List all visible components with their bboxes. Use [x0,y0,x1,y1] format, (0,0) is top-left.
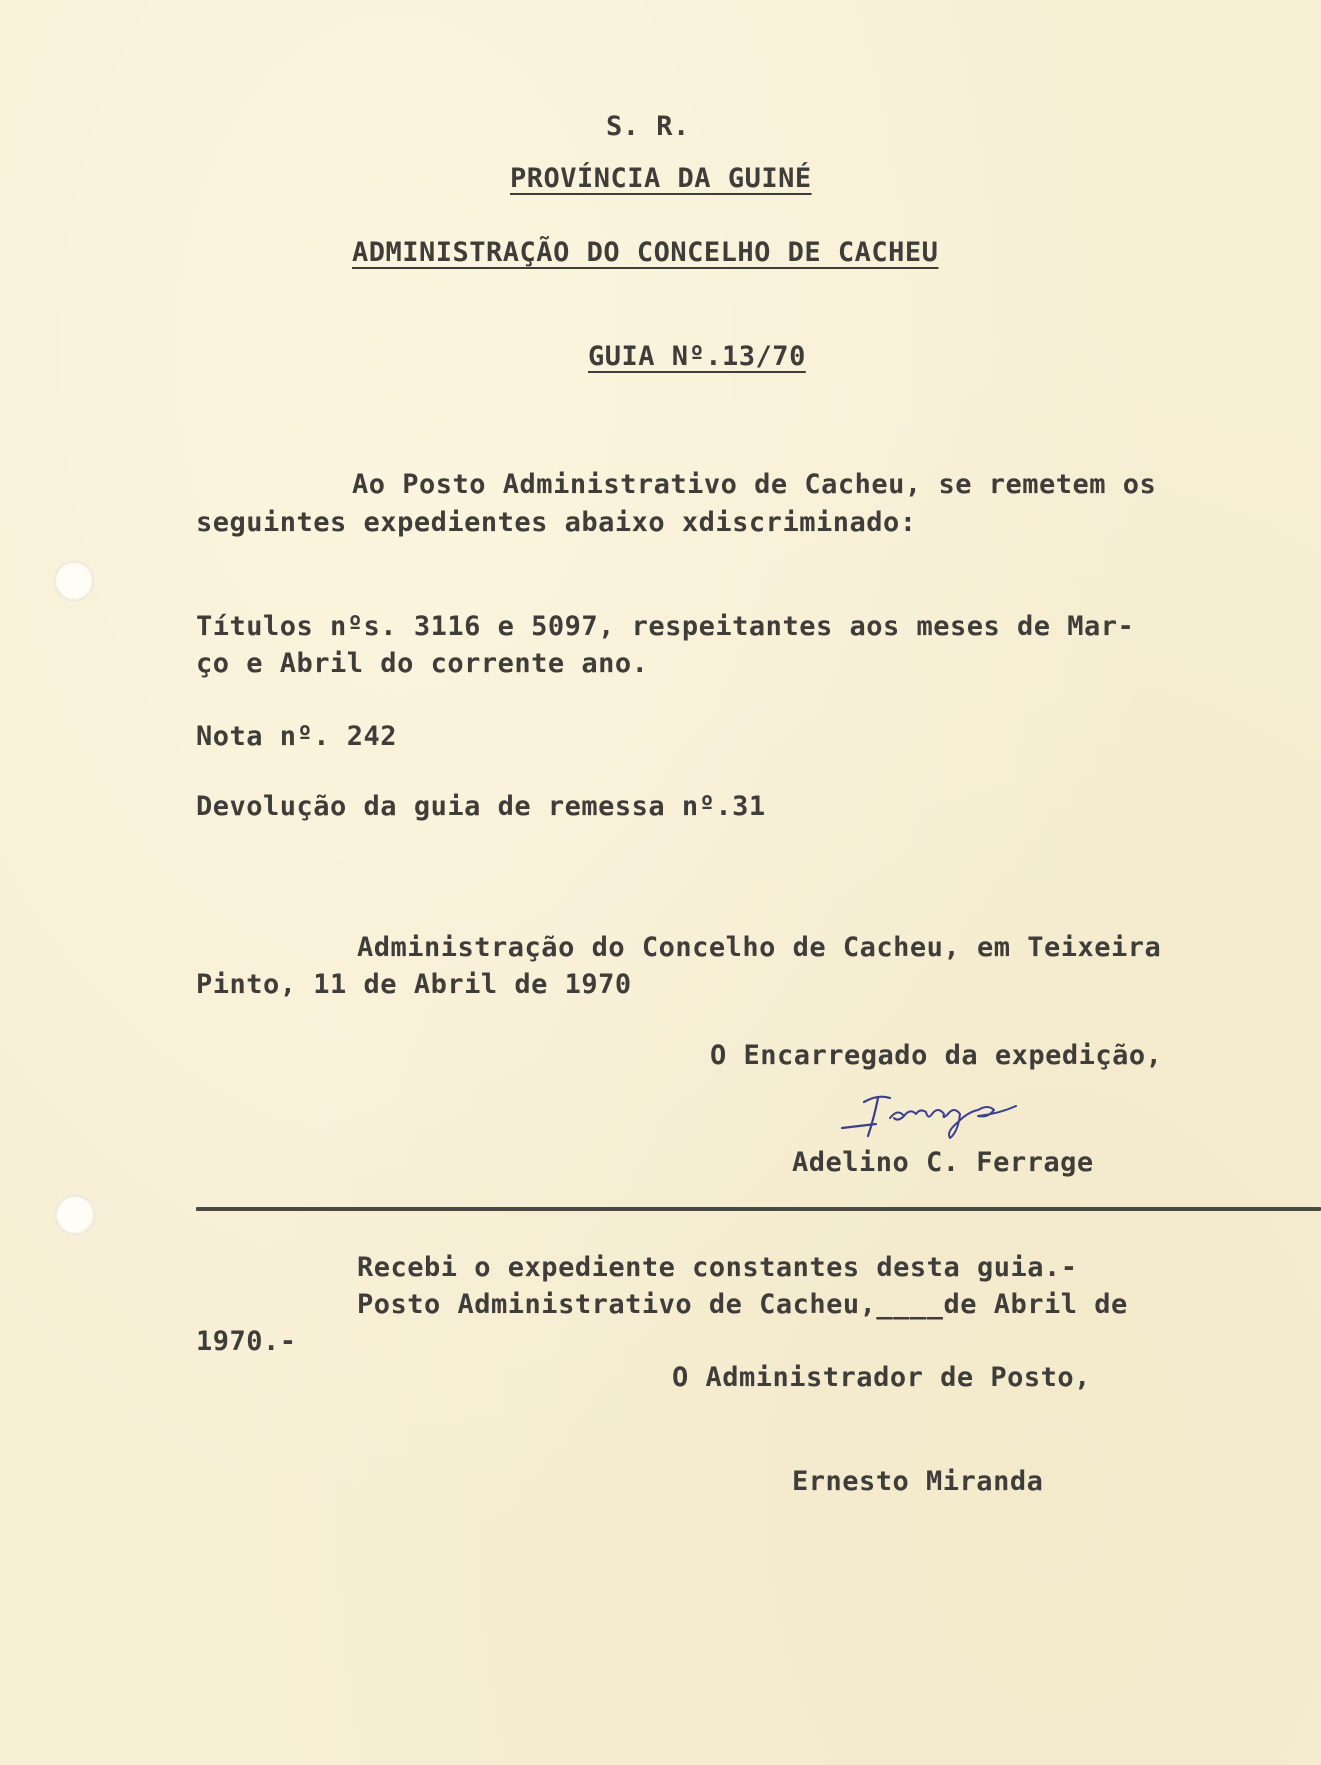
punch-hole-top [54,561,94,601]
item-titles-line-2: ço e Abril do corrente ano. [196,648,649,679]
place-date-line-2: Pinto, 11 de Abril de 1970 [196,969,632,1000]
receipt-line-3: 1970.- [196,1326,297,1357]
item-devolucao: Devolução da guia de remessa nº.31 [196,791,766,822]
intro-line-2: seguintes expedientes abaixo xdiscriminado: [196,507,917,538]
separator-rule [196,1207,1321,1211]
item-nota: Nota nº. 242 [196,721,398,752]
sender-name: Adelino C. Ferrage [792,1147,1094,1178]
punch-hole-bottom [55,1195,95,1235]
item-titles-line-1: Títulos nºs. 3116 e 5097, respeitantes aos meses de Mar- [196,611,1135,642]
administration-title: ADMINISTRAÇÃO DO CONCELHO DE CACHEU [352,237,939,268]
receiver-name: Ernesto Miranda [792,1466,1044,1497]
handwritten-signature [838,1084,1068,1144]
intro-line-1: Ao Posto Administrativo de Cacheu, se remetem os [352,469,1157,500]
guide-number: GUIA Nº.13/70 [588,341,806,372]
header-initials: S. R. [606,111,690,142]
receipt-line-1: Recebi o expediente constantes desta guia.- [357,1252,1078,1283]
sender-title: O Encarregado da expedição, [710,1040,1163,1071]
receipt-line-2: Posto Administrativo de Cacheu,____de Abril de [357,1289,1128,1320]
receiver-title: O Administrador de Posto, [672,1362,1091,1393]
province-title: PROVÍNCIA DA GUINÉ [510,163,812,194]
place-date-line-1: Administração do Concelho de Cacheu, em Teixeira [357,932,1162,963]
